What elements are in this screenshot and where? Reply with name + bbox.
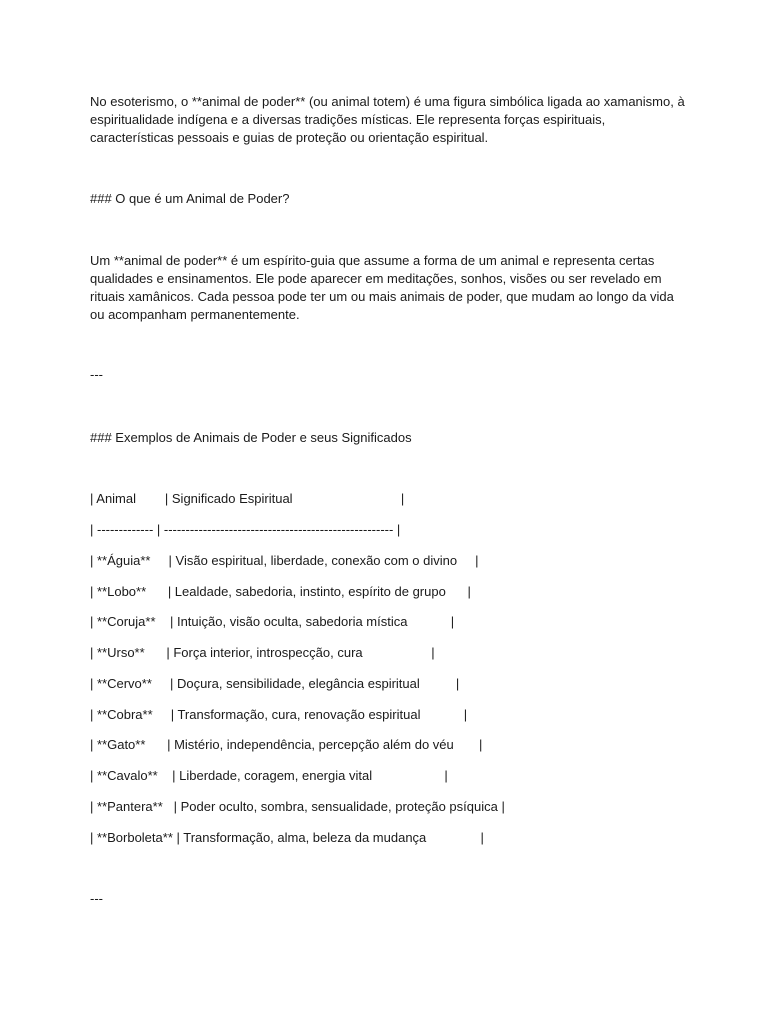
definition-paragraph: Um **animal de poder** é um espírito-guia que assume a forma de um animal e representa certas qualidades e ensinamentos. Ele pode aparecer em meditações, sonhos, visões ou ser revelado em rituais xamânicos. Cada pessoa pode ter um ou mais animais de poder, que mudam ao longo da vida ou acompanham permanentemente. xyxy=(90,253,674,322)
table-row: | **Coruja** | Intuição, visão oculta, sabedoria mística | xyxy=(90,614,455,629)
separator: --- xyxy=(90,891,103,906)
table-row: | **Pantera** | Poder oculto, sombra, sensualidade, proteção psíquica | xyxy=(90,799,505,814)
table-row: | **Cavalo** | Liberdade, coragem, energia vital | xyxy=(90,768,448,783)
table-row: | **Águia** | Visão espiritual, liberdade, conexão com o divino | xyxy=(90,553,479,568)
heading-what-is: ### O que é um Animal de Poder? xyxy=(90,191,290,206)
table-row: | **Gato** | Mistério, independência, percepção além do véu | xyxy=(90,737,483,752)
table-row: | **Cobra** | Transformação, cura, renovação espiritual | xyxy=(90,707,468,722)
table-header-row: | Animal | Significado Espiritual | xyxy=(90,491,405,506)
intro-paragraph: No esoterismo, o **animal de poder** (ou animal totem) é uma figura simbólica ligada ao xamanismo, à espiritualidade indígena e a diversas tradições místicas. Ele representa forças espirituais, características pessoais e guias de proteção ou orientação espiritual. xyxy=(90,94,685,145)
heading-examples: ### Exemplos de Animais de Poder e seus Significados xyxy=(90,430,412,445)
table-row: | **Lobo** | Lealdade, sabedoria, instinto, espírito de grupo | xyxy=(90,584,471,599)
table-row: | **Cervo** | Doçura, sensibilidade, elegância espiritual | xyxy=(90,676,460,691)
table-row: | **Borboleta** | Transformação, alma, beleza da mudança | xyxy=(90,830,484,845)
separator: --- xyxy=(90,367,103,382)
table-row: | **Urso** | Força interior, introspecção, cura | xyxy=(90,645,435,660)
table-divider-row: | ------------- | ----------------------------------------------------- | xyxy=(90,522,401,537)
